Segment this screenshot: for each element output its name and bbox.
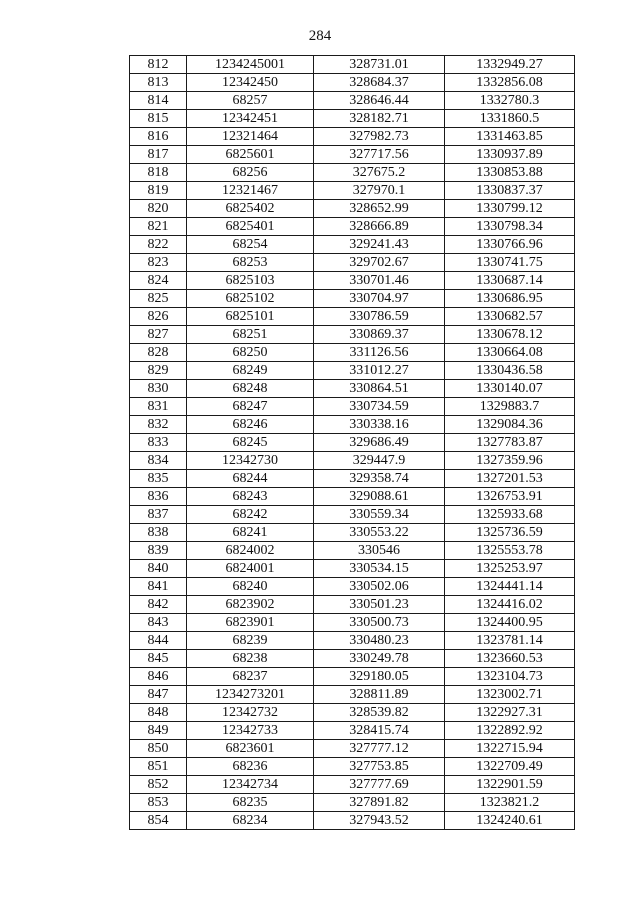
x-coordinate-cell: 330480.23 — [314, 632, 445, 650]
table-row — [130, 668, 575, 686]
y-coordinate-cell: 1330678.12 — [445, 326, 575, 344]
row-number-cell: 820 — [130, 200, 187, 218]
point-id-cell: 68253 — [187, 254, 314, 272]
table-row — [130, 452, 575, 470]
x-coordinate-cell: 327717.56 — [314, 146, 445, 164]
point-id-cell: 6825102 — [187, 290, 314, 308]
x-coordinate-cell: 330501.23 — [314, 596, 445, 614]
row-number-cell: 825 — [130, 290, 187, 308]
point-id-cell: 12342730 — [187, 452, 314, 470]
y-coordinate-cell: 1322901.59 — [445, 776, 575, 794]
x-coordinate-cell: 330559.34 — [314, 506, 445, 524]
point-id-cell: 6825103 — [187, 272, 314, 290]
table-row — [130, 650, 575, 668]
x-coordinate-cell: 330502.06 — [314, 578, 445, 596]
row-number-cell: 824 — [130, 272, 187, 290]
x-coordinate-cell: 327982.73 — [314, 128, 445, 146]
point-id-cell: 68257 — [187, 92, 314, 110]
point-id-cell: 12342450 — [187, 74, 314, 92]
y-coordinate-cell: 1331463.85 — [445, 128, 575, 146]
point-id-cell: 12342734 — [187, 776, 314, 794]
row-number-cell: 828 — [130, 344, 187, 362]
x-coordinate-cell: 327753.85 — [314, 758, 445, 776]
table-row — [130, 254, 575, 272]
y-coordinate-cell: 1330853.88 — [445, 164, 575, 182]
point-id-cell: 68239 — [187, 632, 314, 650]
x-coordinate-cell: 327943.52 — [314, 812, 445, 830]
row-number-cell: 840 — [130, 560, 187, 578]
row-number-cell: 841 — [130, 578, 187, 596]
y-coordinate-cell: 1332780.3 — [445, 92, 575, 110]
point-id-cell: 68235 — [187, 794, 314, 812]
point-id-cell: 68246 — [187, 416, 314, 434]
table-row — [130, 578, 575, 596]
x-coordinate-cell: 330249.78 — [314, 650, 445, 668]
x-coordinate-cell: 330546 — [314, 542, 445, 560]
row-number-cell: 837 — [130, 506, 187, 524]
table-row — [130, 794, 575, 812]
x-coordinate-cell: 330553.22 — [314, 524, 445, 542]
y-coordinate-cell: 1323660.53 — [445, 650, 575, 668]
point-id-cell: 1234245001 — [187, 56, 314, 74]
point-id-cell: 68256 — [187, 164, 314, 182]
y-coordinate-cell: 1325736.59 — [445, 524, 575, 542]
row-number-cell: 817 — [130, 146, 187, 164]
row-number-cell: 826 — [130, 308, 187, 326]
page-number: 284 — [308, 28, 332, 44]
y-coordinate-cell: 1329883.7 — [445, 398, 575, 416]
x-coordinate-cell: 328539.82 — [314, 704, 445, 722]
row-number-cell: 853 — [130, 794, 187, 812]
y-coordinate-cell: 1323002.71 — [445, 686, 575, 704]
point-id-cell: 12342732 — [187, 704, 314, 722]
y-coordinate-cell: 1323781.14 — [445, 632, 575, 650]
x-coordinate-cell: 327970.1 — [314, 182, 445, 200]
x-coordinate-cell: 328666.89 — [314, 218, 445, 236]
row-number-cell: 846 — [130, 668, 187, 686]
point-id-cell: 68237 — [187, 668, 314, 686]
y-coordinate-cell: 1327783.87 — [445, 434, 575, 452]
y-coordinate-cell: 1322709.49 — [445, 758, 575, 776]
point-id-cell: 12342451 — [187, 110, 314, 128]
point-id-cell: 12342733 — [187, 722, 314, 740]
point-id-cell: 68240 — [187, 578, 314, 596]
table-row — [130, 344, 575, 362]
y-coordinate-cell: 1324441.14 — [445, 578, 575, 596]
row-number-cell: 836 — [130, 488, 187, 506]
x-coordinate-cell: 331126.56 — [314, 344, 445, 362]
x-coordinate-cell: 330534.15 — [314, 560, 445, 578]
x-coordinate-cell: 329088.61 — [314, 488, 445, 506]
point-id-cell: 6825601 — [187, 146, 314, 164]
row-number-cell: 835 — [130, 470, 187, 488]
row-number-cell: 821 — [130, 218, 187, 236]
point-id-cell: 68248 — [187, 380, 314, 398]
point-id-cell: 6825101 — [187, 308, 314, 326]
row-number-cell: 849 — [130, 722, 187, 740]
y-coordinate-cell: 1322892.92 — [445, 722, 575, 740]
point-id-cell: 6823902 — [187, 596, 314, 614]
table-row — [130, 560, 575, 578]
row-number-cell: 839 — [130, 542, 187, 560]
point-id-cell: 68242 — [187, 506, 314, 524]
x-coordinate-cell: 329702.67 — [314, 254, 445, 272]
y-coordinate-cell: 1323104.73 — [445, 668, 575, 686]
table-row — [130, 272, 575, 290]
x-coordinate-cell: 330704.97 — [314, 290, 445, 308]
y-coordinate-cell: 1330686.95 — [445, 290, 575, 308]
row-number-cell: 816 — [130, 128, 187, 146]
table-row — [130, 416, 575, 434]
y-coordinate-cell: 1329084.36 — [445, 416, 575, 434]
y-coordinate-cell: 1324416.02 — [445, 596, 575, 614]
table-row — [130, 758, 575, 776]
point-id-cell: 68247 — [187, 398, 314, 416]
row-number-cell: 829 — [130, 362, 187, 380]
row-number-cell: 850 — [130, 740, 187, 758]
point-id-cell: 68241 — [187, 524, 314, 542]
y-coordinate-cell: 1330436.58 — [445, 362, 575, 380]
row-number-cell: 848 — [130, 704, 187, 722]
y-coordinate-cell: 1330664.08 — [445, 344, 575, 362]
y-coordinate-cell: 1330799.12 — [445, 200, 575, 218]
y-coordinate-cell: 1332856.08 — [445, 74, 575, 92]
y-coordinate-cell: 1330837.37 — [445, 182, 575, 200]
point-id-cell: 68245 — [187, 434, 314, 452]
point-id-cell: 1234273201 — [187, 686, 314, 704]
row-number-cell: 832 — [130, 416, 187, 434]
point-id-cell: 6824002 — [187, 542, 314, 560]
coordinates-table-body — [130, 56, 575, 830]
table-row — [130, 326, 575, 344]
table-row — [130, 776, 575, 794]
y-coordinate-cell: 1331860.5 — [445, 110, 575, 128]
table-row — [130, 164, 575, 182]
point-id-cell: 68244 — [187, 470, 314, 488]
row-number-cell: 814 — [130, 92, 187, 110]
x-coordinate-cell: 330734.59 — [314, 398, 445, 416]
row-number-cell: 827 — [130, 326, 187, 344]
point-id-cell: 6823601 — [187, 740, 314, 758]
table-row — [130, 704, 575, 722]
x-coordinate-cell: 328731.01 — [314, 56, 445, 74]
x-coordinate-cell: 331012.27 — [314, 362, 445, 380]
y-coordinate-cell: 1330937.89 — [445, 146, 575, 164]
table-row — [130, 722, 575, 740]
row-number-cell: 813 — [130, 74, 187, 92]
x-coordinate-cell: 327777.12 — [314, 740, 445, 758]
y-coordinate-cell: 1332949.27 — [445, 56, 575, 74]
x-coordinate-cell: 327891.82 — [314, 794, 445, 812]
row-number-cell: 823 — [130, 254, 187, 272]
point-id-cell: 68236 — [187, 758, 314, 776]
x-coordinate-cell: 330500.73 — [314, 614, 445, 632]
table-row — [130, 92, 575, 110]
x-coordinate-cell: 329241.43 — [314, 236, 445, 254]
y-coordinate-cell: 1322927.31 — [445, 704, 575, 722]
x-coordinate-cell: 328811.89 — [314, 686, 445, 704]
point-id-cell: 68250 — [187, 344, 314, 362]
table-row — [130, 614, 575, 632]
table-row — [130, 434, 575, 452]
table-row — [130, 632, 575, 650]
row-number-cell: 844 — [130, 632, 187, 650]
x-coordinate-cell: 329180.05 — [314, 668, 445, 686]
row-number-cell: 854 — [130, 812, 187, 830]
x-coordinate-cell: 327777.69 — [314, 776, 445, 794]
table-row — [130, 488, 575, 506]
y-coordinate-cell: 1330798.34 — [445, 218, 575, 236]
x-coordinate-cell: 328415.74 — [314, 722, 445, 740]
table-row — [130, 236, 575, 254]
x-coordinate-cell: 330701.46 — [314, 272, 445, 290]
table-row — [130, 596, 575, 614]
point-id-cell: 68238 — [187, 650, 314, 668]
y-coordinate-cell: 1322715.94 — [445, 740, 575, 758]
table-row — [130, 380, 575, 398]
y-coordinate-cell: 1327359.96 — [445, 452, 575, 470]
table-row — [130, 470, 575, 488]
row-number-cell: 852 — [130, 776, 187, 794]
x-coordinate-cell: 330869.37 — [314, 326, 445, 344]
point-id-cell: 6825401 — [187, 218, 314, 236]
x-coordinate-cell: 330786.59 — [314, 308, 445, 326]
x-coordinate-cell: 328684.37 — [314, 74, 445, 92]
row-number-cell: 830 — [130, 380, 187, 398]
row-number-cell: 851 — [130, 758, 187, 776]
table-row — [130, 128, 575, 146]
table-row — [130, 740, 575, 758]
point-id-cell: 6823901 — [187, 614, 314, 632]
row-number-cell: 812 — [130, 56, 187, 74]
coordinates-table — [129, 55, 575, 830]
row-number-cell: 815 — [130, 110, 187, 128]
table-row — [130, 542, 575, 560]
point-id-cell: 6824001 — [187, 560, 314, 578]
table-row — [130, 110, 575, 128]
x-coordinate-cell: 329447.9 — [314, 452, 445, 470]
table-row — [130, 812, 575, 830]
row-number-cell: 834 — [130, 452, 187, 470]
y-coordinate-cell: 1323821.2 — [445, 794, 575, 812]
y-coordinate-cell: 1330682.57 — [445, 308, 575, 326]
x-coordinate-cell: 327675.2 — [314, 164, 445, 182]
y-coordinate-cell: 1324400.95 — [445, 614, 575, 632]
y-coordinate-cell: 1330140.07 — [445, 380, 575, 398]
point-id-cell: 12321464 — [187, 128, 314, 146]
y-coordinate-cell: 1330741.75 — [445, 254, 575, 272]
x-coordinate-cell: 328652.99 — [314, 200, 445, 218]
table-row — [130, 686, 575, 704]
y-coordinate-cell: 1325253.97 — [445, 560, 575, 578]
table-row — [130, 506, 575, 524]
row-number-cell: 818 — [130, 164, 187, 182]
table-row — [130, 146, 575, 164]
y-coordinate-cell: 1325553.78 — [445, 542, 575, 560]
y-coordinate-cell: 1327201.53 — [445, 470, 575, 488]
table-row — [130, 308, 575, 326]
row-number-cell: 819 — [130, 182, 187, 200]
x-coordinate-cell: 328646.44 — [314, 92, 445, 110]
row-number-cell: 845 — [130, 650, 187, 668]
point-id-cell: 68254 — [187, 236, 314, 254]
row-number-cell: 847 — [130, 686, 187, 704]
table-row — [130, 290, 575, 308]
table-row — [130, 182, 575, 200]
y-coordinate-cell: 1326753.91 — [445, 488, 575, 506]
table-row — [130, 218, 575, 236]
point-id-cell: 68234 — [187, 812, 314, 830]
y-coordinate-cell: 1330687.14 — [445, 272, 575, 290]
x-coordinate-cell: 330338.16 — [314, 416, 445, 434]
y-coordinate-cell: 1324240.61 — [445, 812, 575, 830]
table-row — [130, 74, 575, 92]
y-coordinate-cell: 1325933.68 — [445, 506, 575, 524]
row-number-cell: 833 — [130, 434, 187, 452]
table-row — [130, 362, 575, 380]
table-row — [130, 200, 575, 218]
x-coordinate-cell: 330864.51 — [314, 380, 445, 398]
row-number-cell: 843 — [130, 614, 187, 632]
row-number-cell: 822 — [130, 236, 187, 254]
x-coordinate-cell: 328182.71 — [314, 110, 445, 128]
table-row — [130, 398, 575, 416]
point-id-cell: 68249 — [187, 362, 314, 380]
y-coordinate-cell: 1330766.96 — [445, 236, 575, 254]
row-number-cell: 842 — [130, 596, 187, 614]
point-id-cell: 68243 — [187, 488, 314, 506]
point-id-cell: 6825402 — [187, 200, 314, 218]
table-row — [130, 524, 575, 542]
x-coordinate-cell: 329686.49 — [314, 434, 445, 452]
table-row — [130, 56, 575, 74]
point-id-cell: 12321467 — [187, 182, 314, 200]
x-coordinate-cell: 329358.74 — [314, 470, 445, 488]
point-id-cell: 68251 — [187, 326, 314, 344]
row-number-cell: 831 — [130, 398, 187, 416]
row-number-cell: 838 — [130, 524, 187, 542]
